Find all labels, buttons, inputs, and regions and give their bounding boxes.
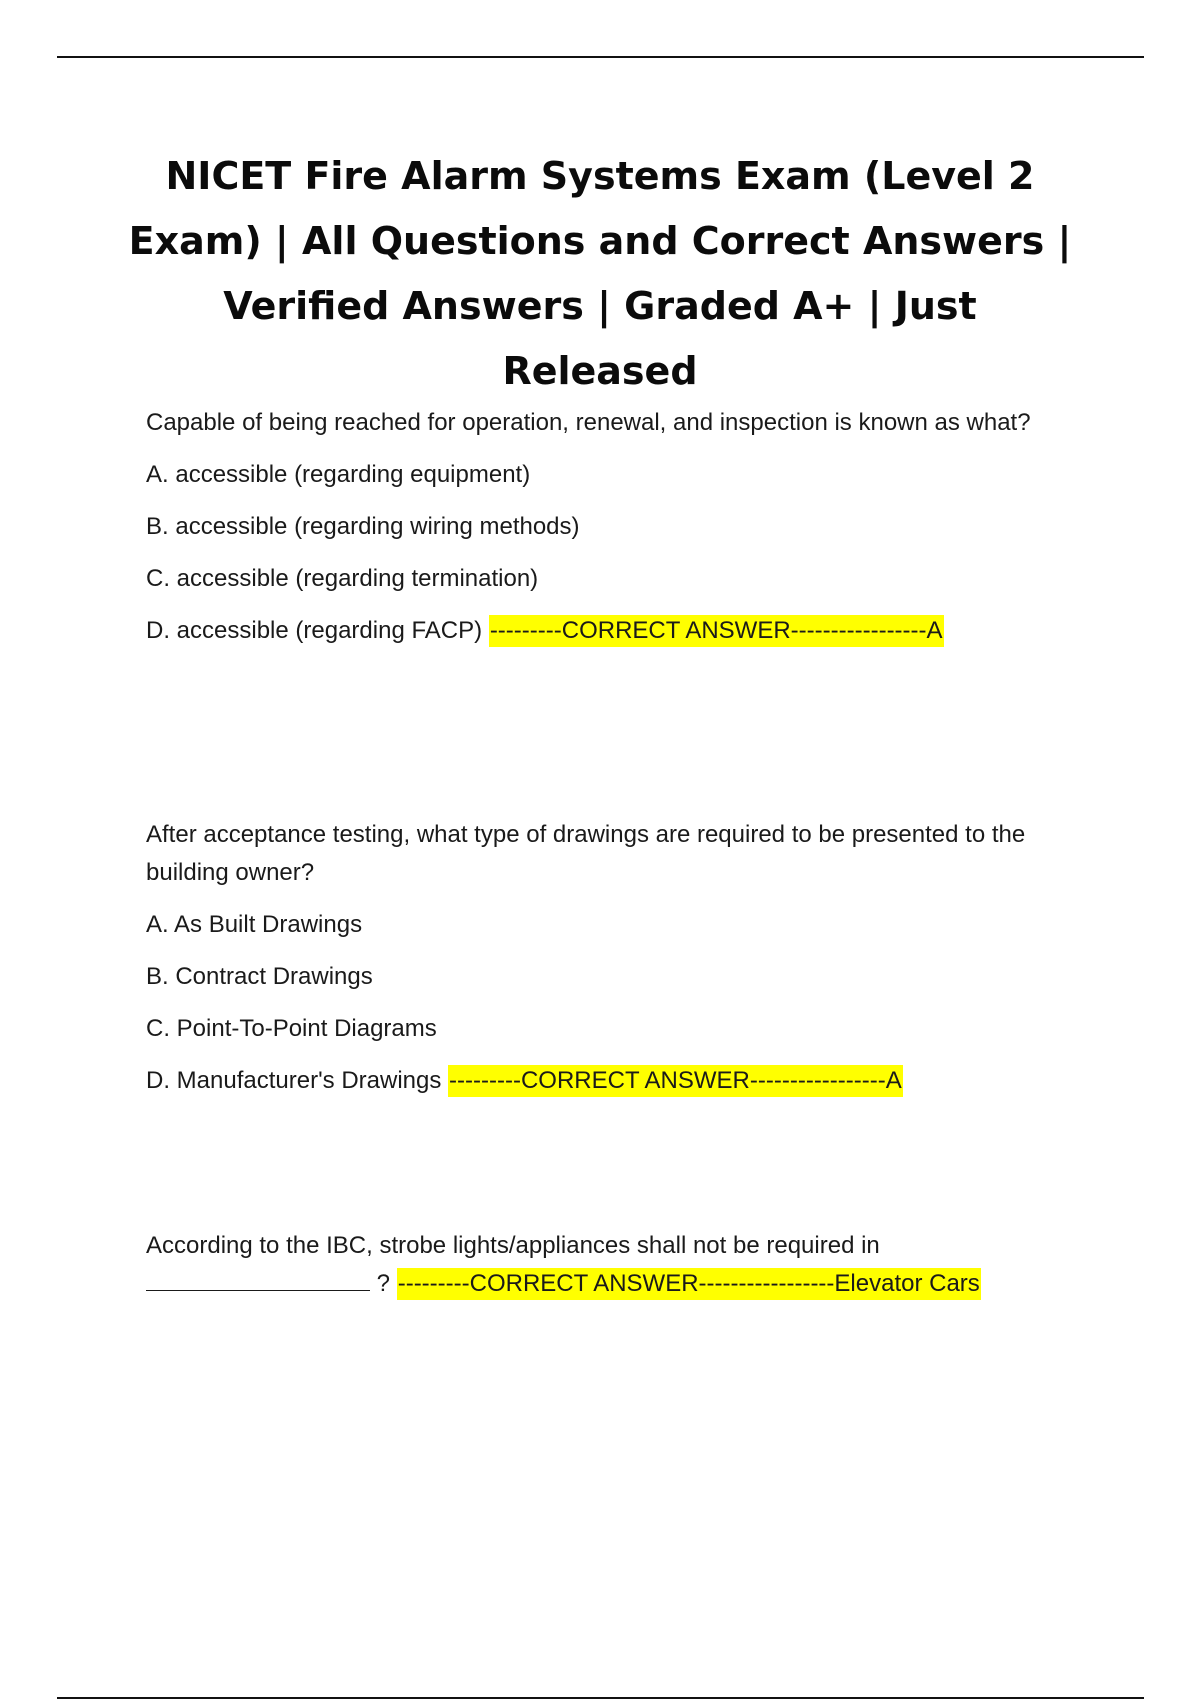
option-label: C. accessible (regarding termination) (146, 565, 539, 592)
question-block (146, 816, 1086, 1100)
correct-answer-highlight: ---------CORRECT ANSWER-----------------A (448, 1065, 903, 1097)
option-list (146, 456, 1086, 650)
question-text: Capable of being reached for operation, renewal, and inspection is known as what? (146, 409, 1031, 436)
header-rule (57, 56, 1144, 58)
question-block (146, 1227, 1086, 1303)
correct-answer-highlight: ---------CORRECT ANSWER-----------------Elevator Cars (397, 1268, 981, 1300)
option-item (146, 1010, 1086, 1048)
correct-answer-highlight: ---------CORRECT ANSWER-----------------A (489, 615, 944, 647)
option-label: A. As Built Drawings (146, 911, 363, 938)
option-item (146, 958, 1086, 996)
option-item (146, 906, 1086, 944)
option-label: B. Contract Drawings (146, 963, 373, 990)
question-suffix: ? (376, 1270, 391, 1297)
option-label: C. Point-To-Point Diagrams (146, 1015, 437, 1042)
option-item (146, 456, 1086, 494)
option-list (146, 906, 1086, 1100)
question-block (146, 404, 1086, 650)
document-title: NICET Fire Alarm Systems Exam (Level 2 Exam) | All Questions and Correct Answers | Verified Answers | Graded A+ | Just Released (128, 154, 1072, 393)
footer-rule (57, 1697, 1144, 1699)
option-item (146, 560, 1086, 598)
option-item (146, 612, 1086, 650)
option-label: D. accessible (regarding FACP) (146, 617, 483, 644)
question-text: After acceptance testing, what type of drawings are required to be presented to the building owner? (146, 821, 1026, 886)
option-item (146, 1062, 1086, 1100)
option-label: D. Manufacturer's Drawings (146, 1067, 442, 1094)
option-label: B. accessible (regarding wiring methods) (146, 513, 580, 540)
option-label: A. accessible (regarding equipment) (146, 461, 531, 488)
question-text (146, 1227, 1086, 1303)
question-prompt: According to the IBC, strobe lights/appliances shall not be required in (146, 1232, 880, 1259)
option-item (146, 508, 1086, 546)
answer-blank (146, 1270, 370, 1291)
